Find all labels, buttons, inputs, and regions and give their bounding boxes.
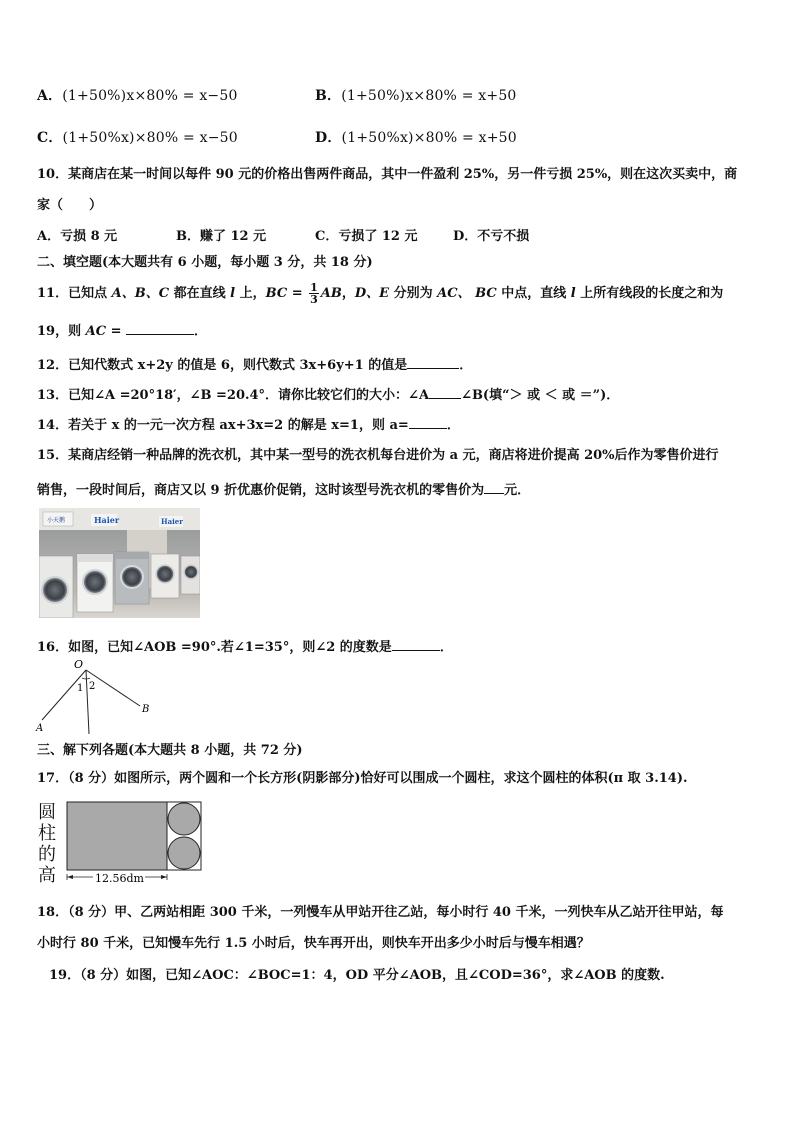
q11-line1: 11．已知点 A、B、C 都在直线 l 上，BC = $\frac{1}{3}$ AB，D、E 分别为 AC、 BC 中点，直线 l 上所有线段的长度之和为 [37, 281, 724, 306]
circle-bottom [168, 837, 200, 869]
q11-line2: 19，则 AC = ． [37, 320, 207, 341]
q15-line1: 15．某商店经销一种品牌的洗衣机，其中某一型号的洗衣机每台进价为 a 元，商店将进价提高 20%后作为零售价进行 [37, 448, 719, 463]
q12-line: 12．已知代数式 x+2y 的值是 6，则代数式 3x+6y+1 的值是 ． [37, 354, 472, 375]
q18-line2: 小时行 80 千米，已知慢车先行 1.5 小时后，快车再开出，则快车开出多少小时后与慢车相遇？ [37, 936, 590, 951]
sign-text: Haier [161, 517, 183, 526]
angle-figure [32, 658, 162, 738]
answer-blank[interactable] [392, 636, 440, 651]
cylinder-figure [37, 800, 207, 890]
shaded-rectangle [67, 802, 167, 870]
q17-line: 17．（8 分）如图所示，两个圆和一个长方形(阴影部分)恰好可以围成一个圆柱，求这个圆柱的体积(π 取 3.14). [37, 771, 688, 786]
q10-line1: 10．某商店在某一时间以每件 90 元的价格出售两件商品，其中一件盈利 25%，另一件亏损 25%，则在这次买卖中，商 [37, 167, 738, 182]
option-label: D． [315, 130, 342, 146]
q10-option-b: B．赚了 12 元 [176, 229, 267, 244]
sign-text: Haier [94, 515, 120, 525]
q10-option-c: C．亏损了 12 元 [315, 229, 418, 244]
section-3-title: 三、解下列各题(本大题共 8 小题，共 72 分) [37, 743, 303, 758]
q18-line1: 18．（8 分）甲、乙两站相距 300 千米，一列慢车从甲站开往乙站，每小时行 40 千米，一列快车从乙站开往甲站，每 [37, 905, 724, 920]
circle-top [168, 803, 200, 835]
q10-option-a: A．亏损 8 元 [37, 229, 118, 244]
option-expression: (1+50%)x×80% = x+50 [341, 88, 517, 104]
q9-option-a [37, 87, 238, 105]
label-a: A [36, 723, 44, 734]
section-2-title: 二、填空题(本大题共有 6 小题，每小题 3 分，共 18 分) [37, 255, 373, 270]
washing-machine-photo [39, 508, 200, 618]
option-expression: (1+50%x)×80% = x+50 [341, 130, 517, 146]
q9-option-d [315, 129, 517, 147]
option-expression: (1+50%)x×80% = x−50 [62, 88, 238, 104]
answer-blank[interactable] [484, 479, 504, 494]
q13-line: 13．已知∠A =20°18′，∠B =20.4°．请你比较它们的大小：∠A ∠B(填“＞ 或 ＜ 或 ＝”)． [37, 384, 619, 405]
q10-option-d: D．不亏不损 [453, 229, 530, 244]
label-o: O [74, 658, 84, 671]
length-label: 12.56dm [95, 872, 144, 885]
q15-line2: 销售，一段时间后，商店又以 9 折优惠价促销，这时该型号洗衣机的零售价为 元． [37, 479, 530, 500]
option-label: B． [315, 88, 342, 104]
option-label: C． [37, 130, 63, 146]
sign-text: 小天鹅 [47, 517, 66, 524]
fraction-one-third: $\frac{1}{3}$ [310, 281, 318, 306]
side-label: 圆 柱 的 高 [38, 802, 56, 886]
answer-blank[interactable] [407, 354, 459, 369]
answer-blank[interactable] [429, 384, 461, 399]
q19-line: 19．（8 分）如图，已知∠AOC：∠BOC=1：4，OD 平分∠AOB，且∠COD=36°，求∠AOB 的度数. [49, 968, 665, 983]
answer-blank[interactable] [126, 320, 194, 335]
q14-line: 14．若关于 x 的一元一次方程 ax+3x=2 的解是 x=1，则 a= ． [37, 414, 460, 435]
option-expression: (1+50%x)×80% = x−50 [62, 130, 238, 146]
q10-line2: 家（ ） [37, 198, 103, 213]
q16-line: 16．如图，已知∠AOB =90°.若∠1=35°，则∠2 的度数是 ． [37, 636, 453, 657]
q9-option-c [37, 129, 238, 147]
label-angle-2: 2 [89, 681, 96, 692]
label-b: B [142, 704, 150, 715]
option-label: A． [37, 88, 63, 104]
answer-blank[interactable] [409, 414, 447, 429]
q9-option-b [315, 87, 517, 105]
label-angle-1: 1 [77, 683, 84, 694]
